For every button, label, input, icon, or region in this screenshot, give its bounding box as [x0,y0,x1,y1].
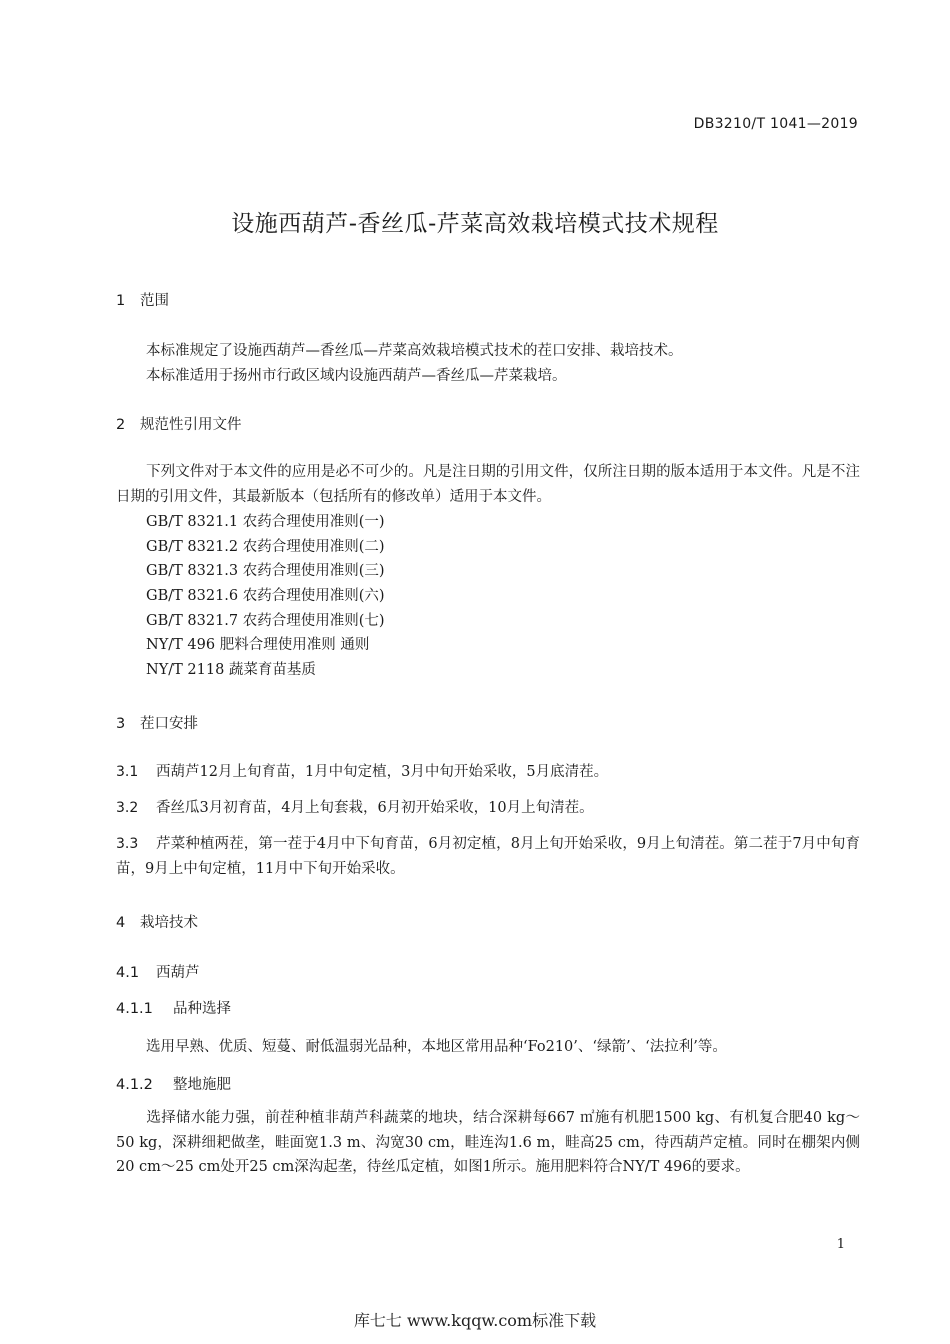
standard-code: DB3210/T 1041—2019 [693,116,858,132]
section-number: 4.1 [116,965,140,981]
section-number: 4.1.2 [116,1077,153,1093]
subsection-4-1-2-heading [116,1073,231,1094]
clause-text: 芹菜种植两茬，第一茬于4月中下旬育苗，6月初定植，8月上旬开始采收，9月上旬清茬。第二茬于7月中旬育苗，9月上中旬定植，11月中下旬开始采收。 [116,836,860,877]
section-2-heading [116,413,242,434]
reference-item: NY/T 496 肥料合理使用准则 通则 [146,637,370,654]
reference-item: GB/T 8321.7 农药合理使用准则(七) [146,612,385,629]
clause-3-3 [116,832,860,881]
paragraph: 本标准适用于扬州市行政区域内设施西葫芦—香丝瓜—芹菜栽培。 [146,368,567,384]
reference-item: GB/T 8321.6 农药合理使用准则(六) [146,588,385,605]
reference-list [146,510,385,683]
clause-3-2 [116,796,860,821]
section-1-heading [116,289,169,310]
section-title: 西葫芦 [156,965,200,981]
reference-item: GB/T 8321.2 农药合理使用准则(二) [146,538,385,555]
footer-watermark: 库七七 www.kqqw.com标准下载 [353,1311,597,1330]
section-title: 整地施肥 [173,1077,231,1093]
document-title: 设施西葫芦-香丝瓜-芹菜高效栽培模式技术规程 [231,211,719,237]
section-2-intro [116,460,860,509]
intro-text: 下列文件对于本文件的应用是必不可少的。凡是注日期的引用文件，仅所注日期的版本适用于本文件。凡是不注日期的引用文件，其最新版本（包括所有的修改单）适用于本文件。 [116,464,860,505]
section-title: 范围 [140,293,169,309]
clause-number: 3.3 [116,836,139,852]
subsection-4-1-1-heading [116,997,231,1018]
section-title: 品种选择 [173,1001,231,1017]
subsection-4-1-2-text [116,1106,860,1180]
section-3-heading [116,712,198,733]
section-number: 1 [116,293,126,309]
reference-item: GB/T 8321.3 农药合理使用准则(三) [146,563,385,580]
paragraph: 本标准规定了设施西葫芦—香丝瓜—芹菜高效栽培模式技术的茬口安排、栽培技术。 [146,343,683,359]
section-number: 4.1.1 [116,1001,153,1017]
section-number: 2 [116,417,126,433]
page-number: 1 [836,1237,845,1252]
clause-text: 西葫芦12月上旬育苗，1月中旬定植，3月中旬开始采收，5月底清茬。 [156,764,609,780]
reference-item: GB/T 8321.1 农药合理使用准则(一) [146,514,385,530]
paragraph: 选用早熟、优质、短蔓、耐低温弱光品种，本地区常用品种‘Fo210’、‘绿箭’、‘法拉利’等。 [146,1039,727,1055]
section-number: 4 [116,915,126,931]
section-title: 栽培技术 [140,915,198,931]
reference-item: NY/T 2118 蔬菜育苗基质 [146,662,316,679]
clause-3-1 [116,760,860,785]
section-title: 规范性引用文件 [140,417,242,433]
paragraph-text: 选择储水能力强，前茬种植非葫芦科蔬菜的地块，结合深耕每667 ㎡施有机肥1500 kg、有机复合肥40 kg～50 kg，深耕细耙做垄，畦面宽1.3 m、沟宽30 cm，畦连沟1.6 m，畦高25 cm，待西葫芦定植。同时在棚架内侧20 cm～25 cm处开25 cm深沟起垄，待丝瓜定植，如图1所示。施用肥料符合NY/T 496的要求。 [116,1110,860,1175]
clause-number: 3.1 [116,764,139,780]
clause-text: 香丝瓜3月初育苗，4月上旬套栽，6月初开始采收，10月上旬清茬。 [156,800,594,816]
subsection-4-1-heading [116,961,200,982]
section-4-heading [116,911,198,932]
section-title: 茬口安排 [140,716,198,732]
clause-number: 3.2 [116,800,139,816]
section-number: 3 [116,716,126,732]
